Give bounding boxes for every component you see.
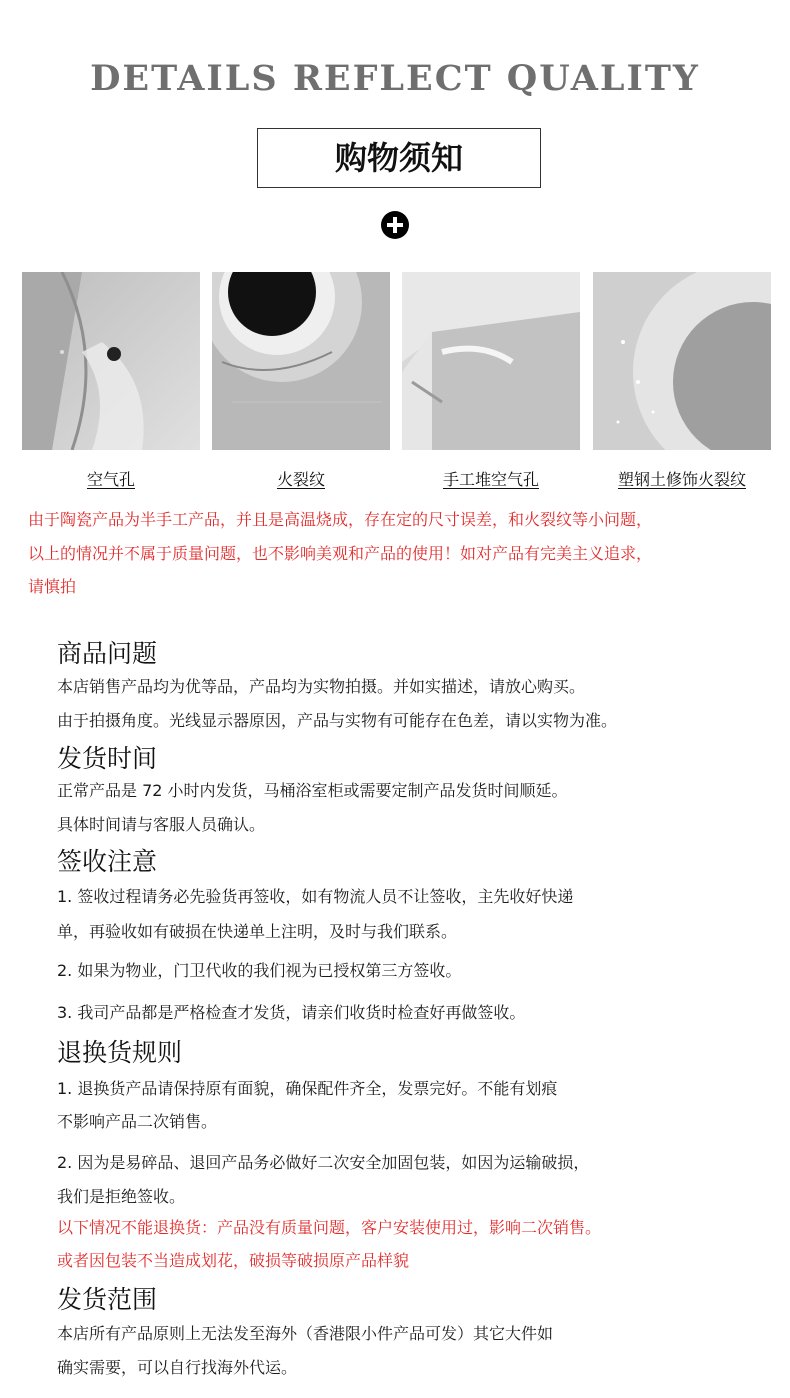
- body-line: 3. 我司产品都是严格检查才发货，请亲们收货时检查好再做签收。: [57, 1003, 526, 1022]
- body-line: 2. 因为是易碎品、退回产品务必做好二次安全加固包装，如因为运输破损，: [57, 1153, 590, 1172]
- body-line: 本店所有产品原则上无法发至海外（香港限小件产品可发）其它大件如: [57, 1324, 554, 1343]
- section-heading-receipt: 签收注意: [57, 847, 158, 876]
- body-line: 单，再验收如有破损在快递单上注明，及时与我们联系。: [57, 922, 458, 941]
- headline: DETAILS REFLECT QUALITY: [90, 58, 700, 99]
- photo-caption: 火裂纹: [276, 470, 325, 489]
- photo-caption: 手工堆空气孔: [442, 470, 539, 489]
- photo-caption: 空气孔: [86, 470, 135, 489]
- plus-icon: [381, 211, 409, 239]
- body-line: 2. 如果为物业，门卫代收的我们视为已授权第三方签收。: [57, 961, 462, 980]
- body-line: 1. 退换货产品请保持原有面貌，确保配件齐全，发票完好。不能有划痕: [57, 1079, 558, 1098]
- section-heading-shipping-time: 发货时间: [57, 744, 158, 773]
- page-title: 购物须知: [257, 128, 541, 188]
- returns-exclusion-line: 或者因包装不当造成划花，破损等破损原产品样貌: [57, 1251, 410, 1270]
- warning-line: 以上的情况并不属于质量问题，也不影响美观和产品的使用！如对产品有完美主义追求，: [28, 544, 653, 563]
- section-heading-returns: 退换货规则: [57, 1038, 183, 1067]
- body-line: 由于拍摄角度。光线显示器原因，产品与实物有可能存在色差，请以实物为准。: [57, 711, 618, 730]
- body-line: 确实需要，可以自行找海外代运。: [57, 1358, 298, 1377]
- warning-line: 请慎拍: [28, 577, 77, 596]
- body-line: 具体时间请与客服人员确认。: [57, 815, 266, 834]
- section-heading-range: 发货范围: [57, 1285, 158, 1314]
- body-line: 正常产品是 72 小时内发货，马桶浴室柜或需要定制产品发货时间顺延。: [57, 781, 568, 800]
- body-line: 不影响产品二次销售。: [57, 1112, 218, 1131]
- photo-handmade-air-hole: [402, 272, 580, 450]
- body-line: 1. 签收过程请务必先验货再签收，如有物流人员不让签收，主先收好快递: [57, 887, 574, 906]
- body-line: 本店销售产品均为优等品，产品均为实物拍摄。并如实描述，请放心购买。: [57, 677, 586, 696]
- photo-repaired-crack: [593, 272, 771, 450]
- photo-fire-crack: [212, 272, 390, 450]
- section-heading-product: 商品问题: [57, 639, 158, 668]
- photo-caption: 塑钢土修饰火裂纹: [617, 470, 746, 489]
- photo-air-hole: [22, 272, 200, 450]
- body-line: 我们是拒绝签收。: [57, 1187, 186, 1206]
- warning-line: 由于陶瓷产品为半手工产品，并且是高温烧成，存在定的尺寸误差，和火裂纹等小问题，: [28, 510, 653, 529]
- returns-exclusion-line: 以下情况不能退换货：产品没有质量问题，客户安装使用过，影响二次销售。: [57, 1218, 602, 1237]
